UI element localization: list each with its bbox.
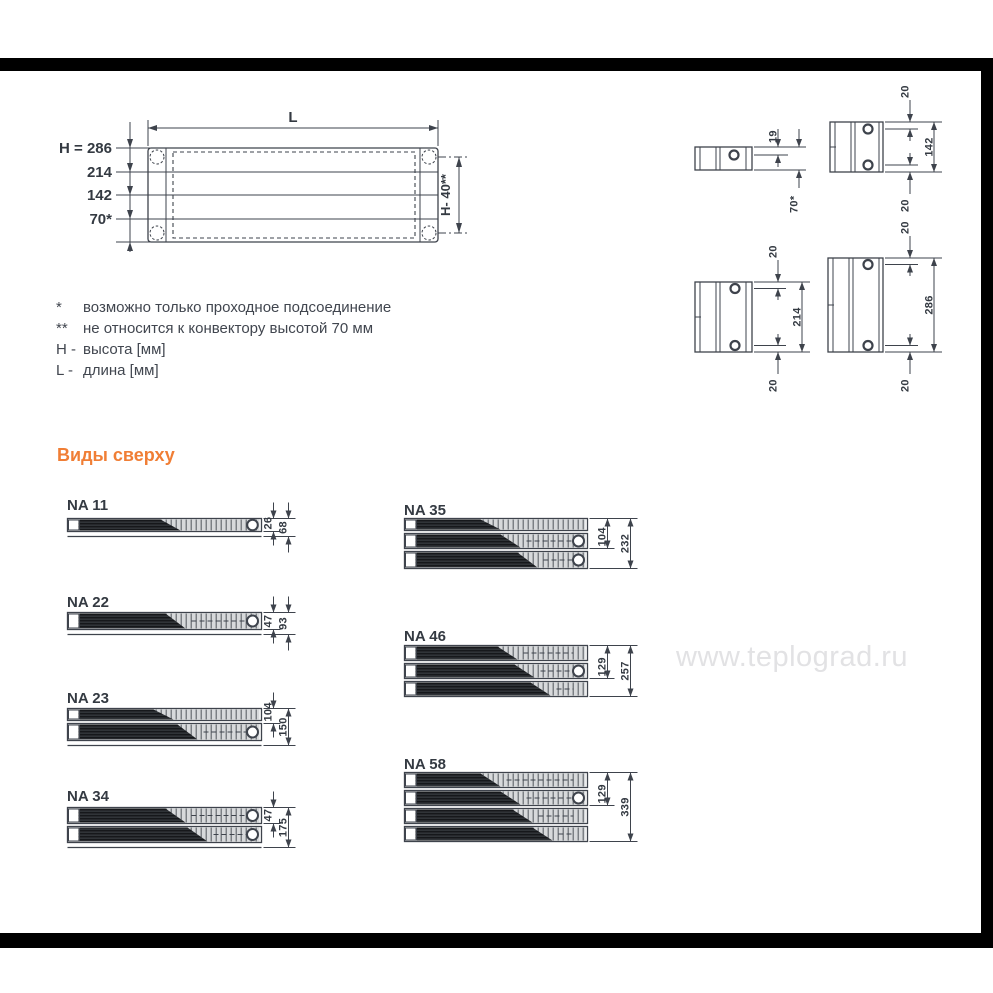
dimension-label: 129 xyxy=(596,784,609,804)
dimension-label: 20 xyxy=(899,85,912,98)
dimension-label: 20 xyxy=(899,199,912,212)
dimension-label: 93 xyxy=(277,617,290,630)
dimension-label: 104 xyxy=(262,702,275,722)
connector-views xyxy=(660,55,993,407)
footnote-marker: Н - xyxy=(56,341,76,358)
top-view-label: NA 23 xyxy=(67,690,109,707)
top-view-diagram xyxy=(65,777,315,867)
connector-142 xyxy=(830,85,942,212)
dimension-label: 150 xyxy=(277,717,290,737)
watermark: www.teplograd.ru xyxy=(676,641,909,673)
height-label-70: 70* xyxy=(89,211,112,228)
top-view-diagram xyxy=(402,615,652,716)
dimension-label: 20 xyxy=(767,379,780,392)
length-dimension-label: L xyxy=(288,109,298,126)
dimension-label: 129 xyxy=(596,657,609,677)
inner-height-dimension-label: H- 40** xyxy=(438,174,453,216)
dimension-label: 70* xyxy=(788,195,801,213)
dimension-label: 142 xyxy=(923,137,936,157)
top-view-diagram xyxy=(402,742,652,861)
top-view-label: NA 34 xyxy=(67,788,109,805)
footnotes xyxy=(56,297,391,381)
dimension-label: 47 xyxy=(262,614,275,628)
top-view-diagram xyxy=(65,582,315,654)
footnote-line xyxy=(56,297,391,318)
dimension-label: 19 xyxy=(767,130,780,143)
dimension-label: 286 xyxy=(923,295,936,315)
footnote-line xyxy=(56,360,391,381)
footnote-marker: ** xyxy=(56,320,68,337)
dimension-label: 257 xyxy=(619,661,632,681)
dimension-label: 214 xyxy=(791,307,804,327)
dimension-label: 339 xyxy=(619,797,632,817)
top-view-label: NA 35 xyxy=(404,502,446,519)
top-view-diagram xyxy=(65,488,315,556)
front-view-drawing xyxy=(50,92,490,277)
front-view-body xyxy=(59,109,470,252)
height-label-286: H = 286 xyxy=(59,140,112,157)
dimension-label: 232 xyxy=(619,533,632,554)
height-label-142: 142 xyxy=(86,187,112,204)
dimension-label: 104 xyxy=(596,527,609,547)
connector-286 xyxy=(828,221,942,392)
top-view-diagram xyxy=(402,488,652,588)
connector-214 xyxy=(695,245,810,392)
scan-edge-bottom xyxy=(0,933,993,948)
section-heading-top-views: Виды сверху xyxy=(57,445,175,465)
dimension-label: 26 xyxy=(262,516,275,530)
dimension-label: 47 xyxy=(262,808,275,822)
top-view-label: NA 46 xyxy=(404,628,446,645)
footnote-marker: L - xyxy=(56,362,73,379)
top-view-label: NA 58 xyxy=(404,756,446,773)
dimension-label: 20 xyxy=(899,379,912,392)
top-view-label: NA 11 xyxy=(67,497,109,514)
dimension-label: 68 xyxy=(277,521,290,534)
footnote-text: не относится к конвектору высотой 70 мм xyxy=(83,320,374,337)
footnote-line xyxy=(56,339,391,360)
dimension-label: 175 xyxy=(277,817,290,838)
footnote-text: высота [мм] xyxy=(83,341,166,358)
dimension-label: 20 xyxy=(899,221,912,234)
footnote-text: длина [мм] xyxy=(83,362,159,379)
footnote-text: возможно только проходное подсоединение xyxy=(83,299,392,316)
top-view-label: NA 22 xyxy=(67,594,109,611)
footnote-line xyxy=(56,318,391,339)
dimension-label: 20 xyxy=(767,245,780,258)
footnote-marker: * xyxy=(56,299,62,316)
top-view-diagram xyxy=(65,678,315,765)
height-label-214: 214 xyxy=(86,164,112,181)
connector-70 xyxy=(695,129,806,213)
